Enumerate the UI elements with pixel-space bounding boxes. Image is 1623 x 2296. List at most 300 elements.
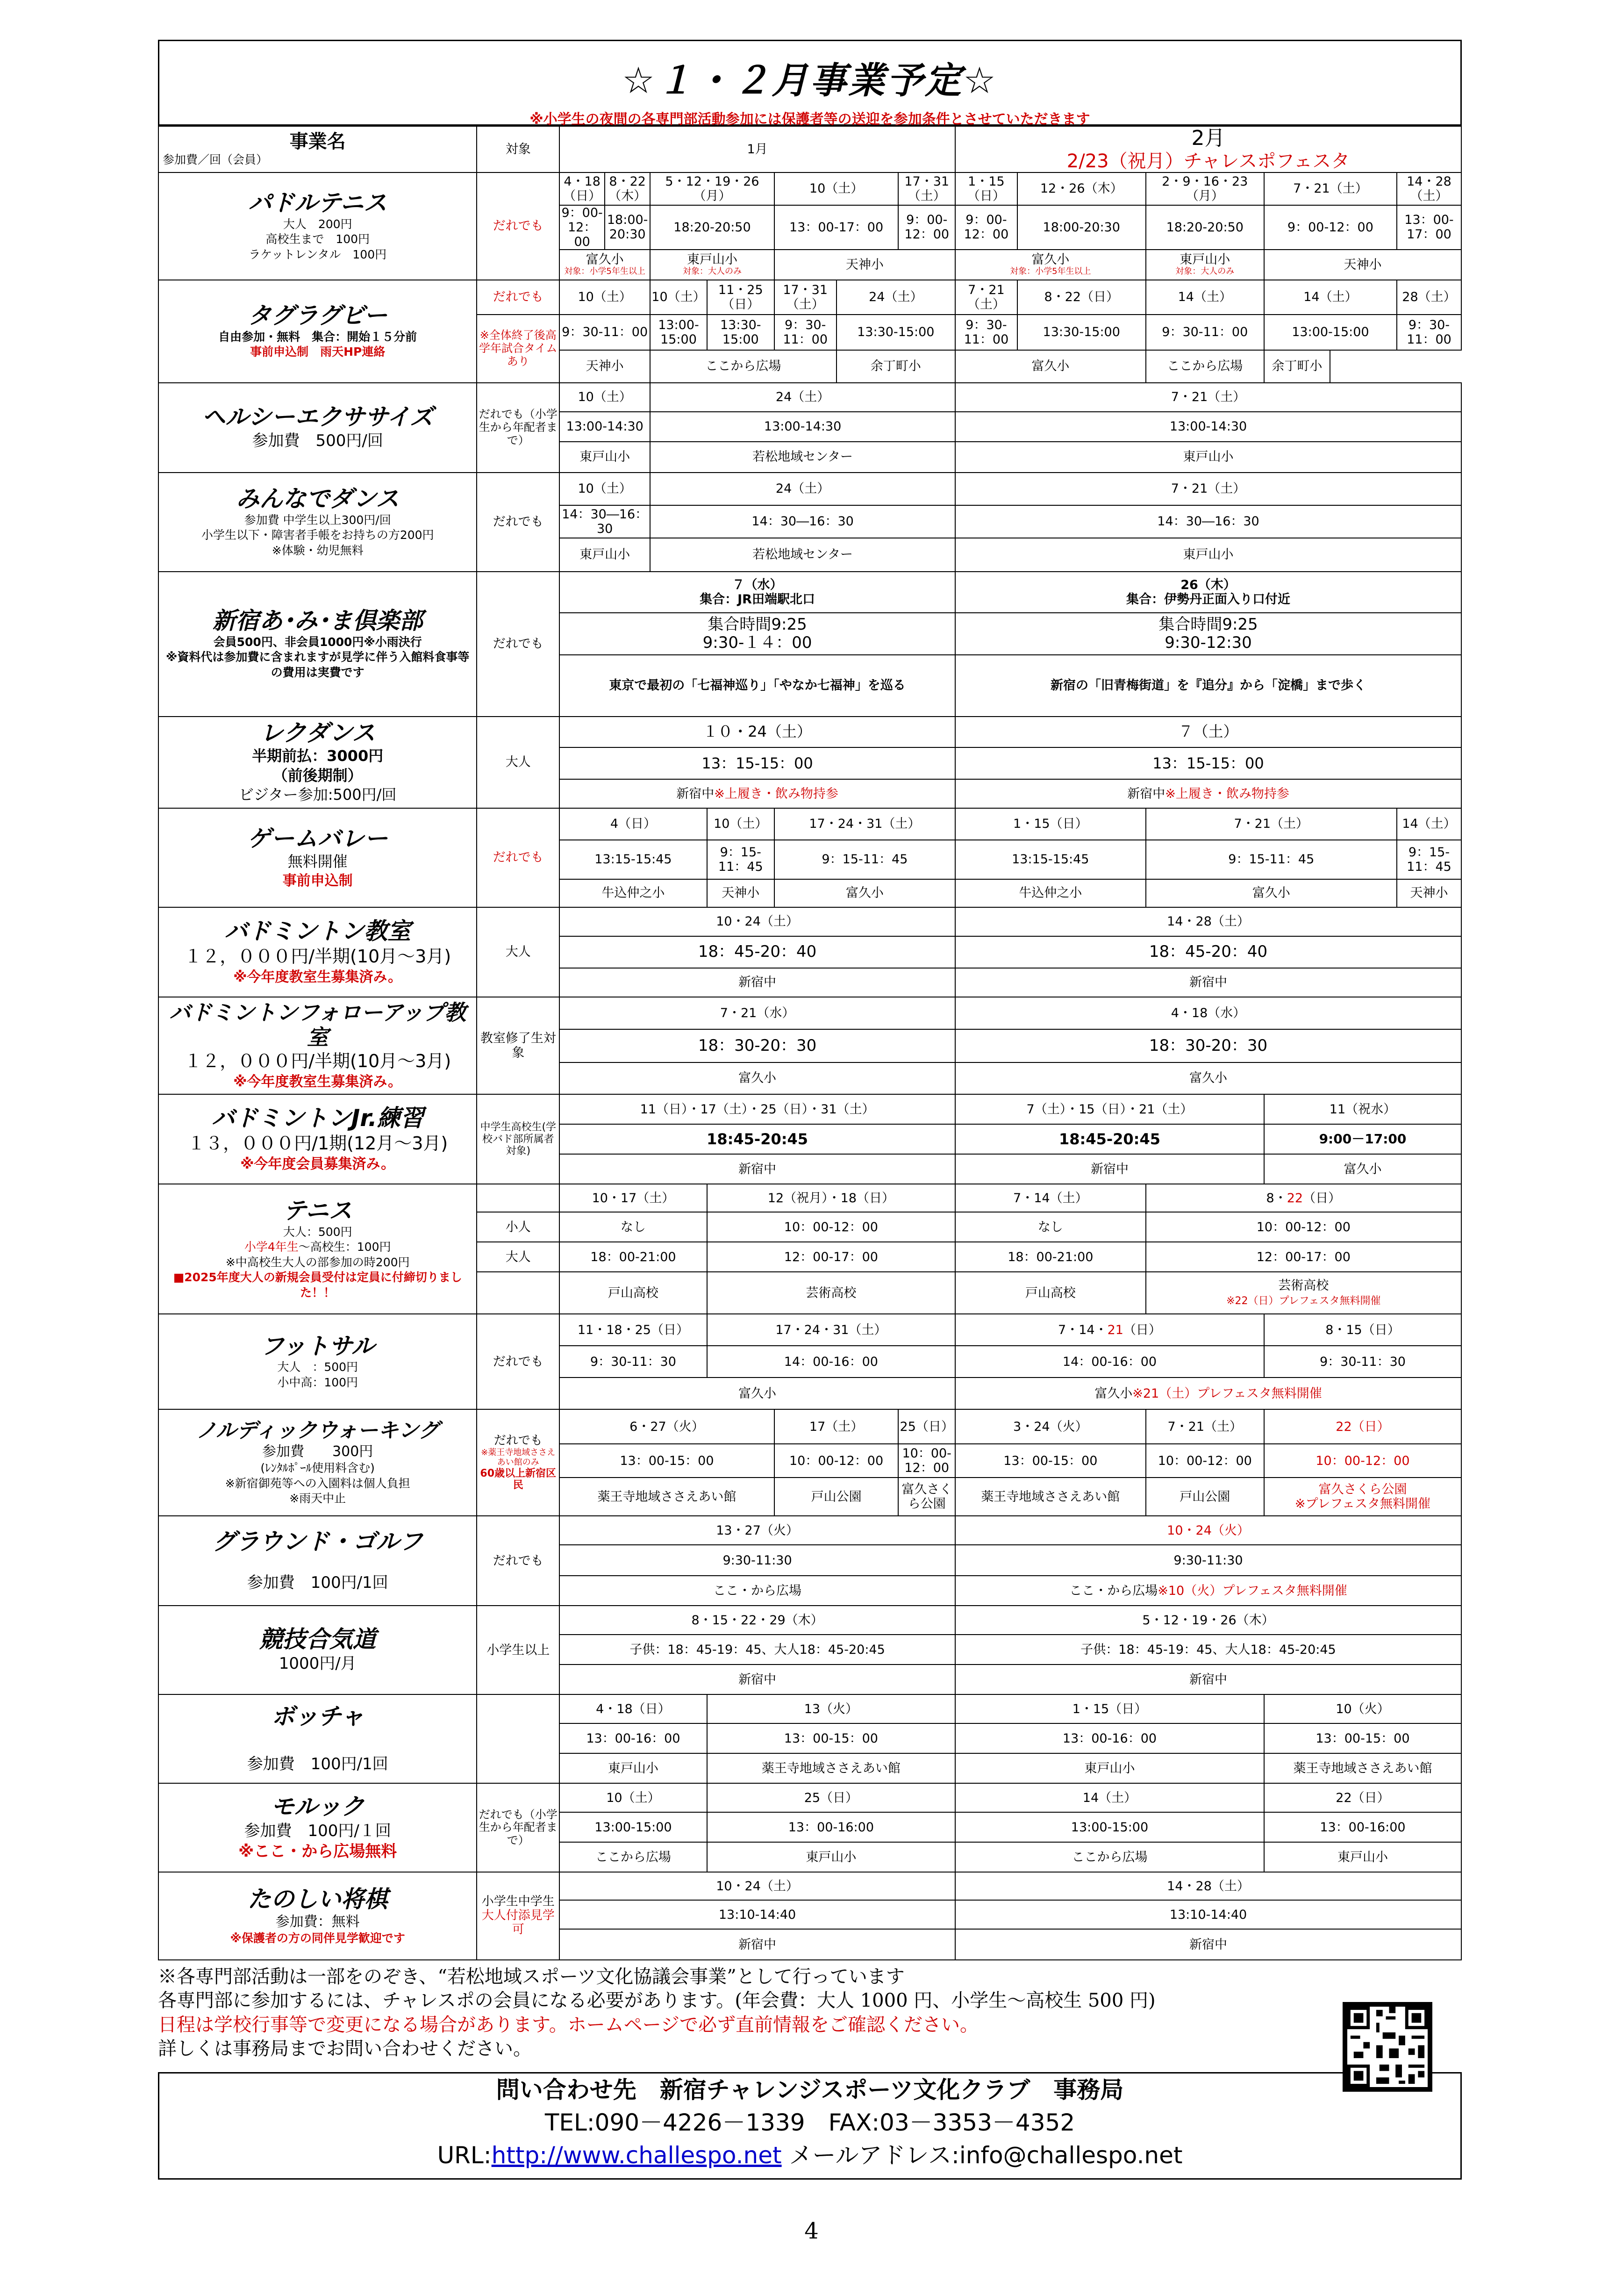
time-cell: 14：00-16：00 [955,1346,1264,1378]
time-cell: 13:00-15:00 [1264,315,1397,350]
date-cell [559,572,955,613]
date-cell: 10（火） [1264,1694,1461,1723]
fee-text [163,1240,472,1255]
date-cell: 17・24・31（土） [707,1314,955,1346]
table-row [158,997,1461,1029]
place-cell: 富久小 [774,879,955,907]
place-cell: 天神小 [1397,879,1461,907]
fee-text: 参加費 100円/1回 [247,1754,388,1773]
place-text: ここ・から広場 [1069,1583,1158,1598]
date-cell: 25（日） [707,1783,955,1812]
time-cell: 10：00-12：00 [898,1444,955,1478]
event-name: たのしい将棋 [247,1885,388,1913]
time-cell: 9：15-11：45 [774,840,955,879]
fee-text: ※新宿御苑等への入園料は個人負担 [225,1476,410,1490]
date-cell: ７（土） [955,717,1461,747]
time-cell: 9：30-11：00 [1397,315,1461,350]
date-cell: 7・21（水） [559,997,955,1029]
fee-text: ラケットレンタル 100円 [249,247,387,261]
time-cell: 子供：18：45-19：45、大人18：45-20:45 [559,1635,955,1665]
note-line: 各専門部に参加するには、チャレスポの会員になる必要があります。(年会費：大人 1000 円、小学生～高校生 500 円) [158,1990,1156,2012]
target-text: 小学生中学生 [481,1894,555,1909]
header-february: 2月 [1191,126,1225,150]
fee-text: 事前申込制 雨天HP連絡 [250,345,386,359]
fee-text: ※資料代は参加費に含まれますが見学に伴う入館料食事等の費用は実費です [166,650,470,679]
fee-text: (ﾚﾝﾀﾙﾎﾟｰﾙ使用料含む) [260,1461,375,1475]
time-cell: 9：15-11：45 [707,840,774,879]
date-cell: 11（祝水） [1264,1094,1461,1124]
header-fee: 参加費／回（会員） [163,153,268,167]
date-cell: 5・12・19・26（月） [650,172,774,205]
date-text: 8・ [1266,1191,1287,1205]
place-cell: 若松地域センター [650,538,955,572]
meeting-point: 集合：JR田端駅北口 [700,592,815,607]
place-note: 対象：小学5年生以上 [564,266,645,277]
date-cell: 17（土） [774,1409,899,1444]
date-cell: 10・24（火） [955,1516,1461,1545]
place-cell: 東戸山小 [955,1753,1264,1783]
date-cell: 1・15（日） [955,172,1017,205]
date-cell: 6・27（火） [559,1409,774,1444]
time-cell: 18:00-20:30 [605,205,650,250]
date-cell: 24（土） [837,280,955,315]
target-cell: だれでも（小学生から年配者まで） [477,383,559,473]
date-cell: 7・21（土） [955,280,1017,315]
time-text: 9:30-１４：00 [702,633,812,652]
contact-tel-fax: TEL:090－4226－1339 FAX:03－3353－4352 [544,2109,1075,2136]
contact-title: 問い合わせ先 新宿チャレンジスポーツ文化クラブ 事務局 [496,2076,1124,2103]
place-cell [955,1576,1461,1606]
time-text: 集合時間9:25 [1158,615,1258,634]
fee-text: １３，０００円/1期(12月～3月) [187,1133,448,1154]
time-cell: 18：30-20：30 [559,1029,955,1062]
time-cell: 9:30-11:30 [559,1545,955,1576]
time-cell: 13:30-15:00 [707,315,774,350]
date-highlight: 21 [1107,1322,1123,1337]
footnotes [158,1965,1462,2061]
fee-text: （前後期制） [272,766,363,784]
date-cell: 10・24（土） [559,1872,955,1900]
fee-text: ※ここ・から広場無料 [238,1842,397,1861]
place-cell: 戸山高校 [559,1272,707,1314]
time-cell: 10：00-12：00 [707,1212,955,1242]
place-cell [1264,1478,1461,1516]
time-cell: 13:30-15:00 [1017,315,1146,350]
time-cell [955,613,1461,655]
fee-text: 参加費 100円/１回 [244,1821,391,1840]
place-cell: 天神小 [774,250,955,280]
time-cell: 12：00-17：00 [1146,1242,1461,1272]
header-festa: 2/23（祝月）チャレスポフェスタ [1066,150,1350,172]
place-note: ※21（土）プレフェスタ無料開催 [1132,1386,1322,1401]
date-cell: 10・17（土） [559,1184,707,1212]
table-row [158,172,1461,205]
place-cell: 富久小 [955,350,1146,383]
place-note: 対象：小学5年生以上 [1010,266,1091,277]
time-cell: 13：00-17：00 [1397,205,1461,250]
target-note: ※全体終了後高学年試合タイムあり [477,315,559,383]
table-row [158,1516,1461,1545]
boccia-info [158,1694,477,1783]
time-cell: 18：30-20：30 [955,1029,1461,1062]
place-cell: 富久小 [559,1062,955,1095]
date-cell: 14・28（土） [955,907,1461,936]
contact-box [158,2072,1462,2180]
note-line-warning: 日程は学校行事等で変更になる場合があります。ホームページで必ず直前情報をご確認ください。 [158,2014,979,2036]
fee-text-highlight: 小学4年生 [244,1240,299,1254]
place-cell: 新宿中 [559,968,955,997]
target-cell: だれでも [477,280,559,315]
place-cell: 東戸山小 [559,1753,707,1783]
event-name: ヘルシーエクササイズ [202,403,434,430]
event-name: パドルテニス [248,189,387,217]
time-cell: 9：30-11：30 [559,1346,707,1378]
aikido-info [158,1606,477,1694]
time-cell: なし [559,1212,707,1242]
molkky-info [158,1783,477,1872]
fee-text: 大人 ：500円 [277,1360,358,1374]
fee-text: 参加費 300円 [262,1443,373,1460]
date-cell: 10（土） [559,473,650,505]
fee-text: 事前申込制 [282,873,353,890]
date-cell: １０・24（土） [559,717,955,747]
date-cell: 8・15・22・29（木） [559,1606,955,1635]
place-cell: 東戸山小 [955,538,1461,572]
target-cell [477,1872,559,1960]
fee-text: ※今年度教室生募集済み。 [233,1074,402,1091]
time-cell: 13:10-14:40 [955,1900,1461,1929]
date-cell: 13（火） [707,1694,955,1723]
fee-text: 大人 200円 [283,217,352,231]
badclass-info [158,907,477,997]
date-cell: 10（土） [559,383,650,412]
target-cell: だれでも [477,172,559,280]
place-note: ※上履き・飲み物持参 [714,786,838,801]
place-cell: 天神小 [1264,250,1461,280]
place-cell: 新宿中 [955,968,1461,997]
time-cell: 13:30-15:00 [837,315,955,350]
time-cell: 9：30-11：00 [955,315,1017,350]
event-name: タグラグビー [248,302,387,330]
date-cell: 8・22（木） [605,172,650,205]
fee-text: 大人：500円 [283,1225,352,1239]
table-row [158,473,1461,505]
place-cell: 戸山高校 [955,1272,1146,1314]
place-cell: 東戸山小 [559,538,650,572]
place-cell: ここから広場 [559,1842,707,1872]
description-cell: 新宿の「旧青梅街道」を『追分』から「淀橋」まで歩く [955,655,1461,717]
time-cell: 13：00-16:00 [1264,1812,1461,1842]
place-cell: 新宿中 [559,1929,955,1960]
place-note: ※プレフェスタ無料開催 [1294,1497,1431,1512]
time-cell: 13:15-15:45 [559,840,707,879]
date-cell: 1・15（日） [955,808,1146,840]
fee-text: ※今年度教室生募集済み。 [233,969,402,985]
place-cell: 牛込仲之小 [559,879,707,907]
place-cell [1146,250,1264,280]
time-cell: 13：00-15：00 [1264,1723,1461,1753]
meeting-point: 集合：伊勢丹正面入り口付近 [1126,592,1291,607]
place-note: ※22（日）プレフェスタ無料開催 [1226,1295,1381,1307]
table-row [158,717,1461,747]
target-cell: だれでも [477,1516,559,1606]
date-cell: 10（土） [707,808,774,840]
event-name: フットサル [260,1332,375,1360]
event-name: グラウンド・ゴルフ [212,1528,423,1556]
place-cell: 余丁町小 [837,350,955,383]
time-cell: 13：00-16：00 [955,1723,1264,1753]
date-cell: 11（日）・17（土）・25（日）・31（土） [559,1094,955,1124]
membership-notice: ■2025年度大人の新規会員受付は定員に付締切りました！！ [173,1270,462,1299]
time-cell: 13:00-15:00 [650,315,707,350]
place-cell: 富久さくら公園 [898,1478,955,1516]
date-cell: 14（土） [1146,280,1264,315]
time-cell: なし [955,1212,1146,1242]
time-cell [559,613,955,655]
table-row [158,808,1461,840]
fee-text: 小中高：100円 [277,1375,358,1389]
badjr-info [158,1094,477,1184]
date-cell [955,572,1461,613]
fee-text: ※保護者の方の同伴見学歓迎です [230,1931,405,1945]
time-cell: 13：15-15：00 [559,747,955,779]
date-cell: 14（土） [955,1783,1264,1812]
time-cell: 18:45-20:45 [955,1124,1264,1154]
ggolf-info [158,1516,477,1606]
time-cell: 13:00-15:00 [955,1812,1264,1842]
time-cell: 18：45-20：40 [559,936,955,968]
time-cell: 13：00-16:00 [707,1812,955,1842]
time-cell: 10：00-12：00 [1264,1444,1461,1478]
place-cell: 戸山公園 [1146,1478,1264,1516]
note-line: 詳しくは事務局までお問い合わせください。 [158,2038,532,2059]
page-title: ☆１・２月事業予定☆ [622,60,998,102]
place-cell: 天神小 [559,350,650,383]
fee-text-rest: ～高校生：100円 [298,1240,391,1254]
event-name: ボッチャ [271,1703,364,1730]
date-cell: 7・21（土） [1146,808,1397,840]
date-cell: 7・14（土） [955,1184,1146,1212]
event-name: バドミントンフォローアップ教室 [169,1000,466,1050]
time-cell: 14：30―16：30 [955,505,1461,538]
event-name: レクダンス [260,719,376,746]
target-cell: だれでも [477,1314,559,1409]
place-note: 対象：大人のみ [682,266,742,277]
target-note: 60歳以上新宿区民 [480,1467,557,1491]
place-cell: 余丁町小 [1264,350,1330,383]
date-cell: 4（日） [559,808,707,840]
date-cell: 14（土） [1397,808,1461,840]
place-cell: 牛込仲之小 [955,879,1146,907]
fee-text: ※今年度会員募集済み。 [240,1156,395,1173]
place-cell: ここ・から広場 [559,1576,955,1606]
time-cell: 9：00-12：00 [559,205,605,250]
date-cell: 7・21（土） [955,473,1461,505]
date-cell: 10（土） [559,280,650,315]
table-row [158,1184,1461,1212]
target-cell [477,1272,559,1314]
time-cell: 18:45-20:45 [559,1124,955,1154]
date-cell: 24（土） [650,383,955,412]
place-cell [650,250,774,280]
time-cell: 13:00-15:00 [559,1812,707,1842]
date-cell: 10（土） [559,1783,707,1812]
target-cell: 小人 [477,1212,559,1242]
event-name: バドミントン教室 [224,918,411,945]
fee-text: ※体験・幼児無料 [272,543,364,557]
fee-text: ビジター参加:500円/回 [239,786,397,804]
fee-text: 小学生以下・障害者手帳をお持ちの方200円 [201,528,434,542]
date-cell: 11・18・25（日） [559,1314,707,1346]
shogi-info [158,1872,477,1960]
fee-text: 参加費 100円/1回 [247,1573,388,1592]
place-cell: ここから広場 [955,1842,1264,1872]
time-cell: 13:15-15:45 [955,840,1146,879]
time-cell: 10：00-12：00 [774,1444,899,1478]
time-cell: 9：15-11：45 [1397,840,1461,879]
target-cell [477,1184,559,1212]
time-cell: 9：15-11：45 [1146,840,1397,879]
amima-info [158,572,477,717]
target-cell: 中学生高校生(学校バド部所属者対象) [477,1094,559,1184]
date-cell: 28（土） [1397,280,1461,315]
time-cell: 13：00-17：00 [774,205,899,250]
header-target: 対象 [477,126,559,172]
futsal-info [158,1314,477,1409]
date-cell: 22（日） [1264,1409,1461,1444]
place-text: 富久小 [1094,1386,1133,1401]
time-cell: 13：00-15：00 [559,1444,774,1478]
place-cell: 薬王寺地域ささえあい館 [707,1753,955,1783]
place-cell [955,1378,1461,1409]
tag-info [158,280,477,383]
folk-info [158,717,477,808]
place-cell: 富久小 [1264,1154,1461,1184]
guardian-notice: ※小学生の夜間の各専門部活動参加には保護者等の送迎を参加条件とさせていただきます [529,111,1090,128]
place-cell: 富久小 [559,1378,955,1409]
date-cell: 8・15（日） [1264,1314,1461,1346]
fee-text: １２，０００円/半期(10月～3月) [184,946,451,967]
date-cell: 12（祝月）・18（日） [707,1184,955,1212]
target-cell: 大人 [477,907,559,997]
header-event: 事業名 [289,131,346,153]
place-text: 富久小 [1031,252,1070,267]
place-cell: 新宿中 [559,1665,955,1694]
gameball-info [158,808,477,907]
target-cell: 大人 [477,717,559,808]
date-cell: 1・15（日） [955,1694,1264,1723]
place-cell: 薬王寺地域ささえあい館 [955,1478,1146,1516]
event-name: 競技合気道 [259,1626,376,1653]
place-text: 東戸山小 [1180,252,1230,267]
target-cell: だれでも [477,808,559,907]
time-cell: 18：00-21:00 [955,1242,1146,1272]
time-cell: 14：30―16：30 [559,505,650,538]
time-cell: 9：30-11：00 [559,315,650,350]
date-text: ７（水） [732,577,783,592]
fee-text: 自由参加・無料 集合：開始１５分前 [218,330,417,344]
target-cell: 大人 [477,1242,559,1272]
table-row [158,1094,1461,1124]
time-cell: 13：00-16：00 [559,1723,707,1753]
date-cell: 13・27（火） [559,1516,955,1545]
date-cell: 7・21（土） [1146,1409,1264,1444]
fee-text: 無料開催 [287,853,348,871]
place-cell [955,779,1461,808]
place-note: ※10（火）プレフェスタ無料開催 [1158,1583,1347,1598]
paddle-info [158,172,477,280]
time-cell: 18：45-20：40 [955,936,1461,968]
place-cell [1146,1272,1461,1314]
date-cell: 4・18（日） [559,1694,707,1723]
fee-text: 1000円/月 [279,1654,357,1673]
date-cell: 7・21（土） [1264,172,1397,205]
place-cell: 新宿中 [955,1929,1461,1960]
place-note: 対象：大人のみ [1175,266,1235,277]
event-name: ノルディックウォーキング [196,1418,439,1442]
fee-text: ※中高校生大人の部参加の時200円 [225,1255,410,1269]
page-number: 4 [804,2218,819,2244]
date-cell: 4・18（水） [955,997,1461,1029]
date-cell: 5・12・19・26（木） [955,1606,1461,1635]
table-row [158,1872,1461,1900]
date-cell: 3・24（火） [955,1409,1146,1444]
event-name: みんなでダンス [236,485,400,513]
target-cell: だれでも [477,572,559,717]
table-row [158,1606,1461,1635]
date-text: 26（木） [1180,577,1236,592]
place-cell: 薬王寺地域ささえあい館 [559,1478,774,1516]
table-header [158,126,1461,172]
time-cell: 9：30-11：30 [1264,1346,1461,1378]
table-row [158,1694,1461,1723]
date-cell [1146,1184,1461,1212]
fee-text: ※雨天中止 [289,1492,346,1506]
fee-text: 参加費 500円/回 [252,431,383,451]
target-cell: 教室修了生対象 [477,997,559,1094]
date-cell: 7・21（土） [955,383,1461,412]
event-name: 新宿あ･み･ま倶楽部 [212,607,423,635]
date-text: （日） [1123,1322,1161,1337]
contact-web [159,2139,1460,2172]
time-cell: 9：30-11：00 [1146,315,1264,350]
time-cell: 9:30-11:30 [955,1545,1461,1576]
schedule-table [158,126,1462,1960]
dance-info [158,473,477,572]
time-text: 9:30-12:30 [1165,633,1252,652]
time-cell: 9：00-12：00 [955,205,1017,250]
place-cell: 東戸山小 [707,1842,955,1872]
website-link[interactable]: http://www.challespo.net [491,2141,782,2169]
event-name: ゲームバレー [247,825,388,852]
place-cell: 東戸山小 [559,442,650,473]
time-cell: 9：00-12：00 [898,205,955,250]
table-row [158,280,1461,315]
place-cell: 新宿中 [955,1665,1461,1694]
date-cell: 10（土） [650,280,707,315]
time-cell: 18:20-20:50 [650,205,774,250]
time-cell: 14：00-16：00 [707,1346,955,1378]
date-cell: 22（日） [1264,1783,1461,1812]
time-cell: 13:00-14:30 [650,412,955,442]
target-cell: だれでも [477,473,559,572]
place-text: 新宿中 [1127,786,1165,801]
date-cell: 25（日） [898,1409,955,1444]
date-cell: 17・24・31（土） [774,808,955,840]
target-note: 大人付添見学可 [481,1909,555,1937]
header-january: 1月 [559,126,955,172]
place-cell [955,250,1146,280]
